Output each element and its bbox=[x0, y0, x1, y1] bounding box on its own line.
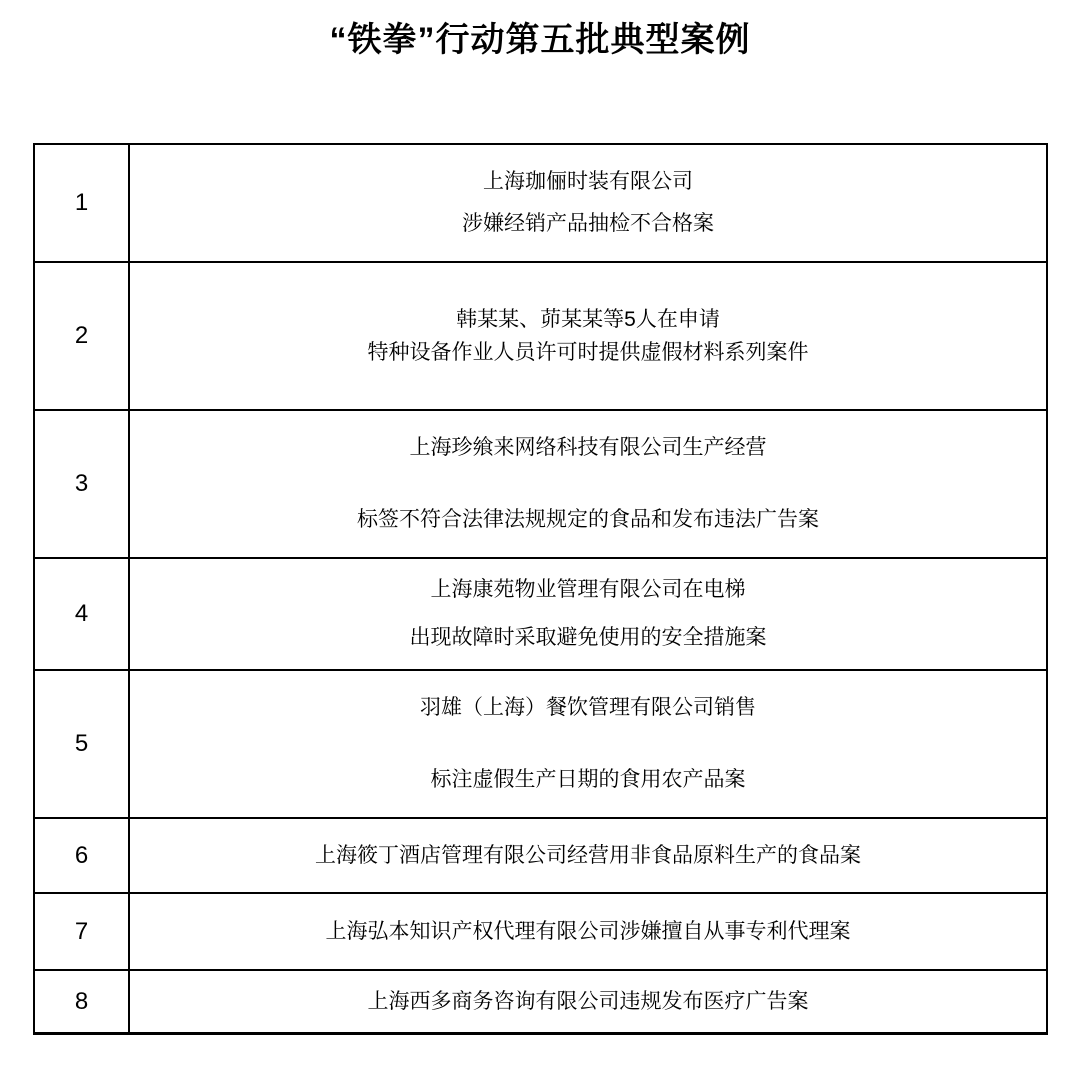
case-name-cell bbox=[130, 263, 1046, 409]
row-number-cell: 4 bbox=[35, 559, 130, 669]
case-name-cell bbox=[130, 559, 1046, 669]
case-name-cell bbox=[130, 411, 1046, 557]
table-row bbox=[35, 819, 1046, 894]
case-name-line: 出现故障时采取避免使用的安全措施案 bbox=[409, 626, 767, 649]
row-number-cell: 6 bbox=[35, 819, 130, 892]
row-number-cell: 1 bbox=[35, 145, 130, 261]
row-number-cell: 3 bbox=[35, 411, 130, 557]
case-name-line: 涉嫌经销产品抽检不合格案 bbox=[462, 212, 714, 235]
case-table bbox=[33, 143, 1048, 1035]
page-title: “铁拳”行动第五批典型案例 bbox=[329, 21, 751, 59]
table-row bbox=[35, 411, 1046, 559]
case-name-line: 特种设备作业人员许可时提供虚假材料系列案件 bbox=[367, 340, 809, 364]
row-number-cell: 7 bbox=[35, 894, 130, 969]
case-name-line: 羽雄（上海）餐饮管理有限公司销售 bbox=[420, 696, 756, 719]
case-name-line: 韩某某、茆某某等5人在申请 bbox=[456, 307, 720, 331]
case-name-line: 上海西多商务咨询有限公司违规发布医疗广告案 bbox=[367, 989, 809, 1013]
table-row bbox=[35, 671, 1046, 819]
case-name-cell bbox=[130, 971, 1046, 1032]
row-number-cell: 2 bbox=[35, 263, 130, 409]
case-name-cell bbox=[130, 819, 1046, 892]
case-name-line: 上海筱丁酒店管理有限公司经营用非食品原料生产的食品案 bbox=[315, 843, 861, 867]
row-number-cell: 5 bbox=[35, 671, 130, 817]
case-name-line: 上海珍飨来网络科技有限公司生产经营 bbox=[409, 436, 767, 459]
row-number-cell: 8 bbox=[35, 971, 130, 1032]
table-row bbox=[35, 263, 1046, 411]
case-name-line: 标注虚假生产日期的食用农产品案 bbox=[430, 768, 746, 791]
table-row bbox=[35, 971, 1046, 1032]
table-row bbox=[35, 559, 1046, 671]
case-name-line: 上海弘本知识产权代理有限公司涉嫌擅自从事专利代理案 bbox=[325, 919, 851, 943]
table-row bbox=[35, 145, 1046, 263]
case-name-line: 标签不符合法律法规规定的食品和发布违法广告案 bbox=[357, 508, 819, 531]
case-name-line: 上海珈俪时装有限公司 bbox=[483, 170, 693, 193]
case-name-cell bbox=[130, 671, 1046, 817]
case-name-line: 上海康苑物业管理有限公司在电梯 bbox=[430, 578, 746, 601]
case-name-cell bbox=[130, 894, 1046, 969]
case-name-cell bbox=[130, 145, 1046, 261]
table-row bbox=[35, 894, 1046, 971]
